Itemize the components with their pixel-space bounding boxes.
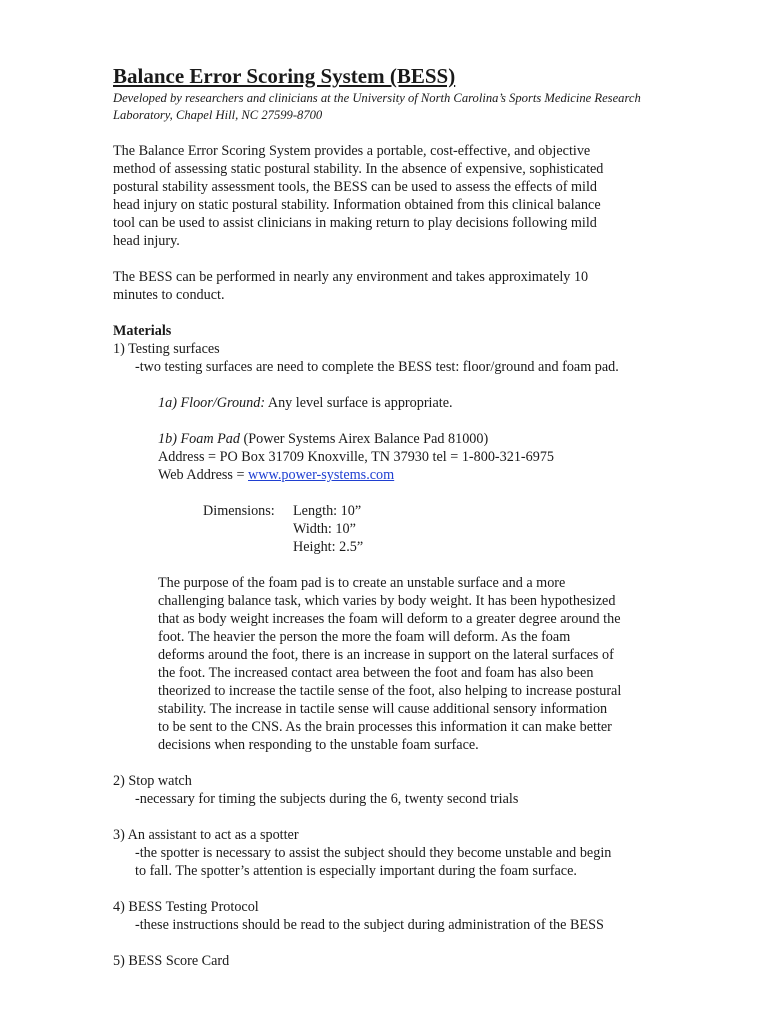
purpose-line: challenging balance task, which varies by body weight. It has been hypothesized (158, 593, 616, 609)
dimension-spacer (113, 538, 293, 556)
spacer (113, 880, 653, 898)
dimension-length: Length: 10” (293, 503, 362, 519)
web-address-link[interactable]: www.power-systems.com (248, 467, 395, 483)
item-1-desc: -two testing surfaces are need to complete the BESS test: floor/ground and foam pad. (135, 359, 619, 375)
item-2-desc: -necessary for timing the subjects during the 6, twenty second trials (135, 791, 519, 807)
document-title: Balance Error Scoring System (BESS) (113, 64, 456, 88)
spacer (113, 808, 653, 826)
foam-pad-line (113, 430, 653, 448)
item-4-desc: -these instructions should be read to the subject during administration of the BESS (135, 917, 604, 933)
document-page (113, 62, 653, 970)
intro-line: method of assessing static postural stability. In the absence of expensive, sophisticated (113, 161, 604, 177)
intro-line: postural stability assessment tools, the BESS can be used to assess the effects of mild (113, 179, 598, 195)
purpose-line: to be sent to the CNS. As the brain processes this information it can make better (158, 719, 612, 735)
materials-heading: Materials (113, 323, 172, 339)
spacer (113, 250, 653, 268)
dimension-height: Height: 2.5” (293, 539, 364, 555)
foam-purpose-paragraph (113, 574, 653, 754)
foam-pad-text: (Power Systems Airex Balance Pad 81000) (239, 431, 489, 447)
web-address-line (113, 466, 653, 484)
spacer (113, 124, 653, 142)
item-3-desc-line: to fall. The spotter’s attention is especially important during the foam surface. (135, 863, 577, 879)
env-line: minutes to conduct. (113, 287, 225, 303)
purpose-line: that as body weight increases the foam will deform to a greater degree around the (158, 611, 621, 627)
floor-ground-label: 1a) Floor/Ground: (158, 395, 266, 411)
address-line: Address = PO Box 31709 Knoxville, TN 37930 tel = 1-800-321-6975 (158, 449, 555, 465)
item-3-label: 3) An assistant to act as a spotter (113, 827, 299, 843)
spacer (113, 934, 653, 952)
env-line: The BESS can be performed in nearly any environment and takes approximately 10 (113, 269, 589, 285)
dimensions-label: Dimensions: (203, 503, 275, 519)
environment-paragraph (113, 268, 653, 304)
item-4-label: 4) BESS Testing Protocol (113, 899, 259, 915)
subtitle-line-1: Developed by researchers and clinicians at the University of North Carolina’s Sports Medicine Research (113, 91, 641, 105)
spacer (113, 484, 653, 502)
spacer (113, 376, 653, 394)
intro-line: The Balance Error Scoring System provides a portable, cost-effective, and objective (113, 143, 591, 159)
floor-ground-text: Any level surface is appropriate. (265, 395, 453, 411)
floor-ground-line (113, 394, 653, 412)
dimension-row-length (113, 502, 653, 520)
spacer (113, 412, 653, 430)
spacer (113, 754, 653, 772)
purpose-line: decisions when responding to the unstable foam surface. (158, 737, 479, 753)
spacer (113, 304, 653, 322)
intro-line: head injury on static postural stability. Information obtained from this clinical balance (113, 197, 601, 213)
purpose-line: the foot. The increased contact area between the foot and foam has also been (158, 665, 594, 681)
purpose-line: deforms around the foot, there is an increase in support on the lateral surfaces of (158, 647, 614, 663)
dimension-row-width (113, 520, 653, 538)
item-2-label: 2) Stop watch (113, 773, 192, 789)
intro-line: tool can be used to assist clinicians in making return to play decisions following mild (113, 215, 597, 231)
dimension-spacer (113, 520, 293, 538)
item-5-label: 5) BESS Score Card (113, 953, 230, 969)
purpose-line: foot. The heavier the person the more the foam will deform. As the foam (158, 629, 571, 645)
intro-line: head injury. (113, 233, 180, 249)
spacer (113, 556, 653, 574)
dimension-row-height (113, 538, 653, 556)
purpose-line: stability. The increase in tactile sense will cause additional sensory information (158, 701, 608, 717)
subtitle-line-2: Laboratory, Chapel Hill, NC 27599-8700 (113, 108, 323, 122)
purpose-line: The purpose of the foam pad is to create an unstable surface and a more (158, 575, 566, 591)
web-address-prefix: Web Address = (158, 467, 249, 483)
intro-paragraph (113, 142, 653, 250)
item-3-desc-line: -the spotter is necessary to assist the subject should they become unstable and begin (135, 845, 612, 861)
item-1-label: 1) Testing surfaces (113, 341, 220, 357)
foam-pad-label: 1b) Foam Pad (158, 431, 240, 447)
dimension-width: Width: 10” (293, 521, 356, 537)
purpose-line: theorized to increase the tactile sense of the foot, also helping to increase postural (158, 683, 622, 699)
